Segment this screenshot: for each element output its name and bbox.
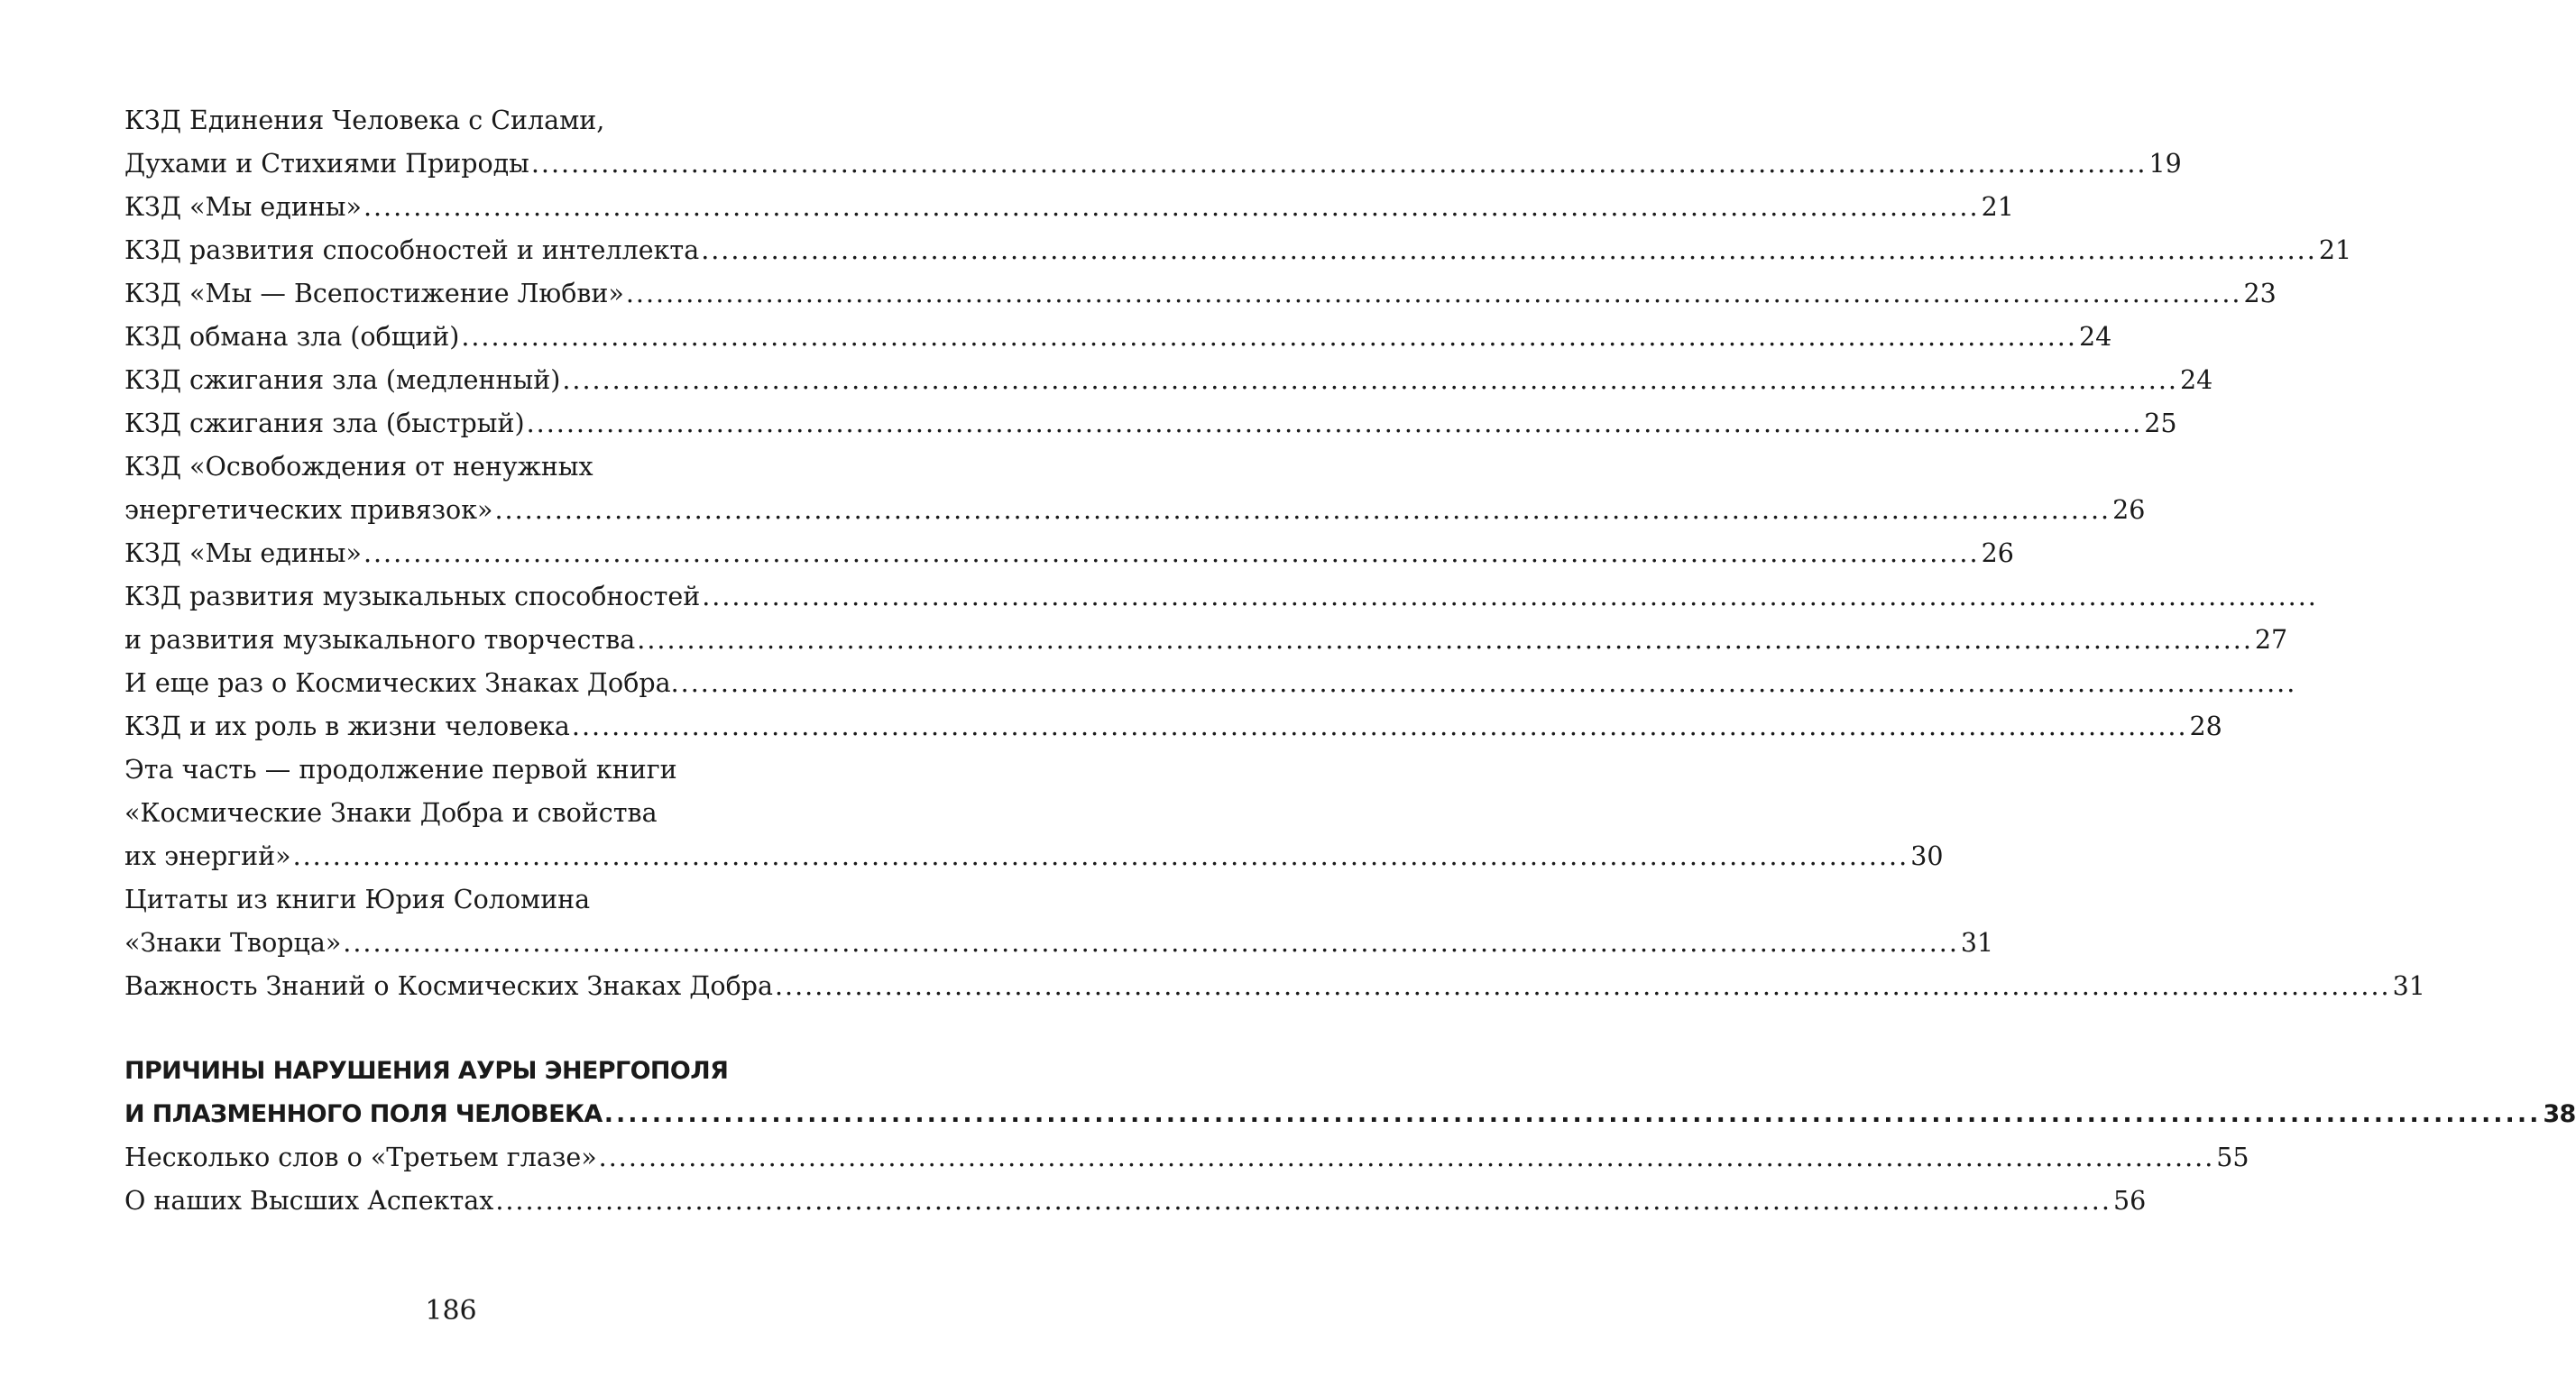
toc-entry-title: Цитаты из книги Юрия Соломина [124, 885, 591, 914]
toc-section-title: И ПЛАЗМЕННОГО ПОЛЯ ЧЕЛОВЕКА [124, 1100, 603, 1128]
toc-entry [124, 965, 2425, 1008]
toc-entry [124, 1136, 2249, 1180]
leader-dots [572, 705, 2188, 749]
leader-dots [702, 575, 2318, 619]
toc-entry [124, 99, 848, 142]
toc-entry-title: И еще раз о Космических Знаках Добра. [124, 668, 679, 698]
toc-entry-page: 31 [1960, 928, 1994, 958]
toc-entry-title: их энергий» [124, 841, 291, 871]
toc-entry-title: КЗД и их роль в жизни человека [124, 712, 570, 741]
toc-entry-page: 31 [2392, 971, 2425, 1001]
toc-entry [124, 272, 2277, 316]
toc-entry-title: «Космические Знаки Добра и свойства [124, 798, 658, 828]
toc-entry [124, 316, 2112, 359]
leader-dots [562, 359, 2178, 402]
toc-section-title: ПРИЧИНЫ НАРУШЕНИЯ АУРЫ ЭНЕРГОПОЛЯ [124, 1057, 729, 1085]
toc-entry-page: 25 [2144, 409, 2177, 438]
toc-entry-title: КЗД сжигания зла (медленный) [124, 365, 561, 395]
toc-entry-page: 24 [2078, 322, 2112, 352]
leader-dots [531, 142, 2148, 186]
toc-entry [124, 142, 2182, 186]
toc-entry [124, 445, 848, 489]
toc-entry [124, 186, 2014, 229]
toc-entry-title: КЗД «Мы — Всепостижение Любви» [124, 279, 624, 308]
toc-entry-title: КЗД «Мы едины» [124, 192, 362, 222]
leader-dots [363, 186, 1980, 229]
leader-dots [775, 965, 2391, 1008]
toc-entry [124, 402, 2177, 445]
toc-entry [124, 1180, 2147, 1223]
leader-dots [626, 272, 2242, 316]
toc-entry-page: 21 [2318, 235, 2352, 265]
toc-entry-page: 21 [1981, 192, 2014, 222]
toc-entry-title: Духами и Стихиями Природы [124, 149, 529, 179]
leader-dots [461, 316, 2077, 359]
leader-dots [604, 1093, 2542, 1136]
toc-entry-page: 28 [2189, 712, 2222, 741]
toc-section-page: 38 [2543, 1100, 2576, 1128]
page-number: 186 [425, 1295, 477, 1327]
toc-entry [124, 749, 848, 792]
toc-entry-title: О наших Высших Аспектах [124, 1186, 494, 1216]
toc-entry [124, 619, 2288, 662]
toc-entry-page: 26 [1981, 538, 2014, 568]
toc-entry-title: Важность Знаний о Космических Знаках Добра [124, 971, 773, 1001]
toc-entry-title: Эта часть — продолжение первой книги [124, 755, 677, 785]
leader-dots [701, 229, 2317, 272]
toc-entry-page: 55 [2216, 1143, 2249, 1172]
toc-entry-page: 56 [2112, 1186, 2147, 1216]
toc-entry [124, 662, 848, 705]
toc-entry-page: 23 [2243, 279, 2277, 308]
section-spacer [124, 1008, 848, 1050]
toc-section-heading [124, 1093, 2576, 1136]
toc-entry [124, 359, 2213, 402]
table-of-contents [124, 99, 2576, 1223]
leader-dots [637, 619, 2253, 662]
leader-dots [495, 1180, 2111, 1223]
leader-dots [494, 489, 2111, 532]
toc-entry [124, 229, 2352, 272]
toc-entry-title: КЗД сжигания зла (быстрый) [124, 409, 525, 438]
toc-entry [124, 792, 848, 835]
toc-entry-title: энергетических привязок» [124, 495, 493, 525]
toc-section-heading [124, 1050, 848, 1093]
toc-entry-page: 19 [2148, 149, 2182, 179]
leader-dots [527, 402, 2143, 445]
toc-entry [124, 489, 2146, 532]
toc-entry [124, 878, 848, 922]
toc-entry-title: «Знаки Творца» [124, 928, 342, 958]
toc-entry-title: КЗД развития музыкальных способностей [124, 582, 701, 611]
toc-entry-title: Несколько слов о «Третьем глазе» [124, 1143, 597, 1172]
toc-entry-title: КЗД развития способностей и интеллекта [124, 235, 700, 265]
toc-entry-title: КЗД Единения Человека с Силами, [124, 106, 605, 135]
toc-entry [124, 922, 1994, 965]
toc-entry [124, 532, 2014, 575]
toc-entry-page: 24 [2179, 365, 2213, 395]
toc-entry [124, 835, 1944, 878]
toc-entry-title: КЗД «Мы едины» [124, 538, 362, 568]
leader-dots [343, 922, 1959, 965]
leader-dots [293, 835, 1909, 878]
toc-entry-page: 30 [1910, 841, 1944, 871]
toc-entry-title: КЗД «Освобождения от ненужных [124, 452, 593, 482]
leader-dots [681, 662, 2297, 705]
toc-entry [124, 575, 848, 619]
toc-entry-title: КЗД обмана зла (общий) [124, 322, 460, 352]
toc-entry [124, 705, 2222, 749]
toc-entry-page: 26 [2112, 495, 2146, 525]
toc-entry-title: и развития музыкального творчества [124, 625, 636, 655]
leader-dots [599, 1136, 2215, 1180]
leader-dots [363, 532, 1980, 575]
toc-entry-page: 27 [2254, 625, 2288, 655]
